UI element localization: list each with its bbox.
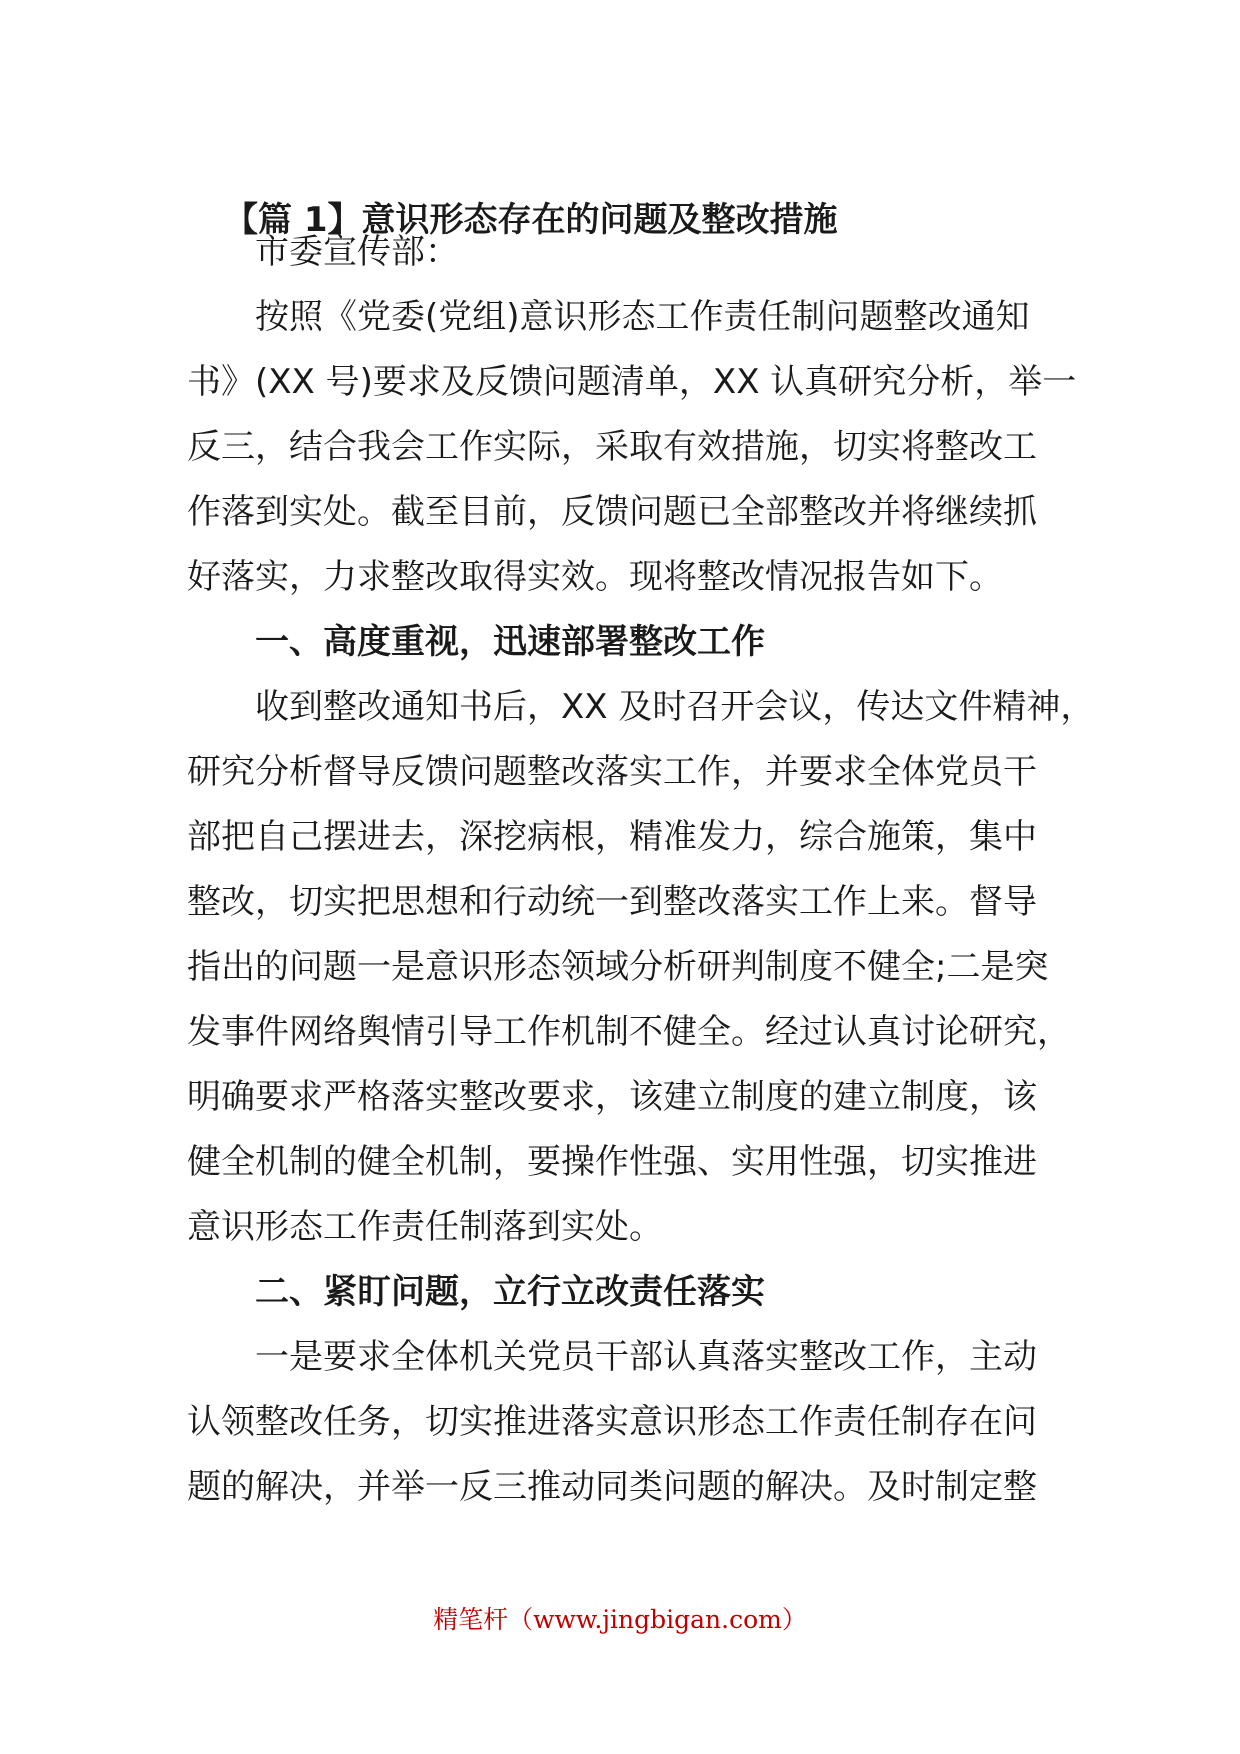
paragraph-line: 健全机制的健全机制，要操作性强、实用性强，切实推进 [187, 1142, 1037, 1182]
section-heading: 二、紧盯问题，立行立改责任落实 [255, 1272, 765, 1312]
intro-line: 按照《党委(党组)意识形态工作责任制问题整改通知 [255, 297, 1030, 337]
paragraph-line: 一是要求全体机关党员干部认真落实整改工作，主动 [255, 1337, 1037, 1377]
paragraph-line: 指出的问题一是意识形态领域分析研判制度不健全;二是突 [187, 947, 1049, 987]
paragraph-line: 题的解决，并举一反三推动同类问题的解决。及时制定整 [187, 1467, 1037, 1507]
paragraph-line: 认领整改任务，切实推进落实意识形态工作责任制存在问 [187, 1402, 1037, 1442]
intro-line: 好落实，力求整改取得实效。现将整改情况报告如下。 [187, 557, 1003, 597]
paragraph-line: 研究分析督导反馈问题整改落实工作，并要求全体党员干 [187, 752, 1037, 792]
intro-line: 书》(XX 号)要求及反馈问题清单，XX 认真研究分析，举一 [187, 362, 1077, 402]
salutation: 市委宣传部： [255, 232, 459, 272]
paragraph-line: 收到整改通知书后，XX 及时召开会议，传达文件精神， [255, 687, 1095, 727]
intro-line: 作落到实处。截至目前，反馈问题已全部整改并将继续抓 [187, 492, 1037, 532]
paragraph-line: 意识形态工作责任制落到实处。 [187, 1207, 663, 1247]
paragraph-line: 明确要求严格落实整改要求，该建立制度的建立制度，该 [187, 1077, 1037, 1117]
paragraph-line: 部把自己摆进去，深挖病根，精准发力，综合施策，集中 [187, 817, 1037, 857]
paragraph-line: 发事件网络舆情引导工作机制不健全。经过认真讨论研究， [187, 1012, 1071, 1052]
document-title: 【篇 1】意识形态存在的问题及整改措施 [224, 200, 838, 240]
footer-watermark: 精笔杆（www.jingbigan.com） [433, 1605, 807, 1634]
intro-line: 反三，结合我会工作实际，采取有效措施，切实将整改工 [187, 427, 1037, 467]
document-body [187, 220, 1095, 1520]
section-heading: 一、高度重视，迅速部署整改工作 [255, 622, 765, 662]
paragraph-line: 整改，切实把思想和行动统一到整改落实工作上来。督导 [187, 882, 1037, 922]
